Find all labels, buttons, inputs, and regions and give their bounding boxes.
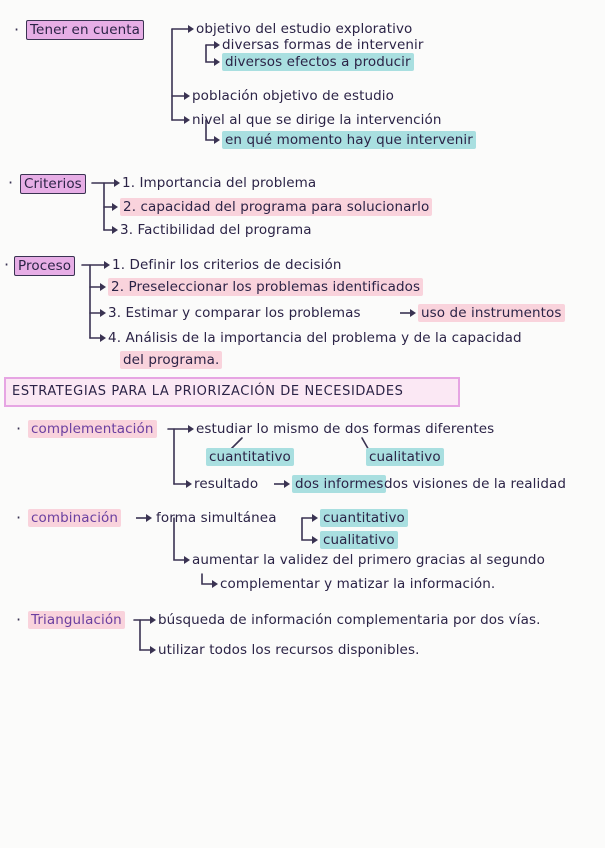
complementacion-resultado: resultado <box>194 476 259 492</box>
combinacion-item-3: complementar y matizar la información. <box>220 576 496 592</box>
complementacion-cualitativo: cualitativo <box>366 448 444 466</box>
triangulacion-item-1: búsqueda de información complementaria por dos vías. <box>158 612 541 628</box>
section-label-proceso: Proceso <box>14 256 75 276</box>
tener-item-6: en qué momento hay que intervenir <box>222 131 476 149</box>
combinacion-cualitativo: cualitativo <box>320 531 398 549</box>
criterios-item-2: 2. capacidad del programa para solucionarlo <box>120 198 432 216</box>
complementacion-dos-visiones: dos visiones de la realidad <box>384 476 567 492</box>
tener-item-3: diversos efectos a producir <box>222 53 414 71</box>
banner-title: ESTRATEGIAS PARA LA PRIORIZACIÓN DE NECESIDADES <box>12 384 404 399</box>
proceso-item-4-cont: del programa. <box>120 351 222 369</box>
bullet-dot: · <box>8 173 14 192</box>
bullet-dot: · <box>14 20 20 39</box>
criterios-item-3: 3. Factibilidad del programa <box>120 222 312 238</box>
tener-item-2: diversas formas de intervenir <box>222 37 424 53</box>
complementacion-dos-informes: dos informes <box>292 475 386 493</box>
tener-item-4: población objetivo de estudio <box>192 88 395 104</box>
combinacion-item-1: forma simultánea <box>156 510 277 526</box>
bullet-dot: · <box>4 255 10 274</box>
section-label-criterios: Criterios <box>20 174 86 194</box>
proceso-item-2: 2. Preseleccionar los problemas identificados <box>108 278 423 296</box>
proceso-item-3: 3. Estimar y comparar los problemas <box>108 305 361 321</box>
criterios-item-1: 1. Importancia del problema <box>122 175 317 191</box>
bullet-dot: · <box>16 419 22 438</box>
tener-item-5: nivel al que se dirige la intervención <box>192 112 442 128</box>
combinacion-cuantitativo: cuantitativo <box>320 509 408 527</box>
proceso-item-3-instrumentos: uso de instrumentos <box>418 304 565 322</box>
complementacion-item-1: estudiar lo mismo de dos formas diferentes <box>196 421 495 437</box>
complementacion-cuantitativo: cuantitativo <box>206 448 294 466</box>
proceso-item-1: 1. Definir los criterios de decisión <box>112 257 342 273</box>
section-label-combinacion: combinación <box>28 509 121 527</box>
proceso-item-4: 4. Análisis de la importancia del problema y de la capacidad <box>108 330 522 346</box>
tener-item-1: objetivo del estudio explorativo <box>196 21 413 37</box>
bullet-dot: · <box>16 508 22 527</box>
section-label-complementacion: complementación <box>28 420 157 438</box>
section-label-triangulacion: Triangulación <box>28 611 125 629</box>
strategies-banner <box>4 377 460 407</box>
section-label-tener: Tener en cuenta <box>26 20 144 40</box>
combinacion-item-2: aumentar la validez del primero gracias al segundo <box>192 552 545 568</box>
triangulacion-item-2: utilizar todos los recursos disponibles. <box>158 642 420 658</box>
bullet-dot: · <box>16 610 22 629</box>
